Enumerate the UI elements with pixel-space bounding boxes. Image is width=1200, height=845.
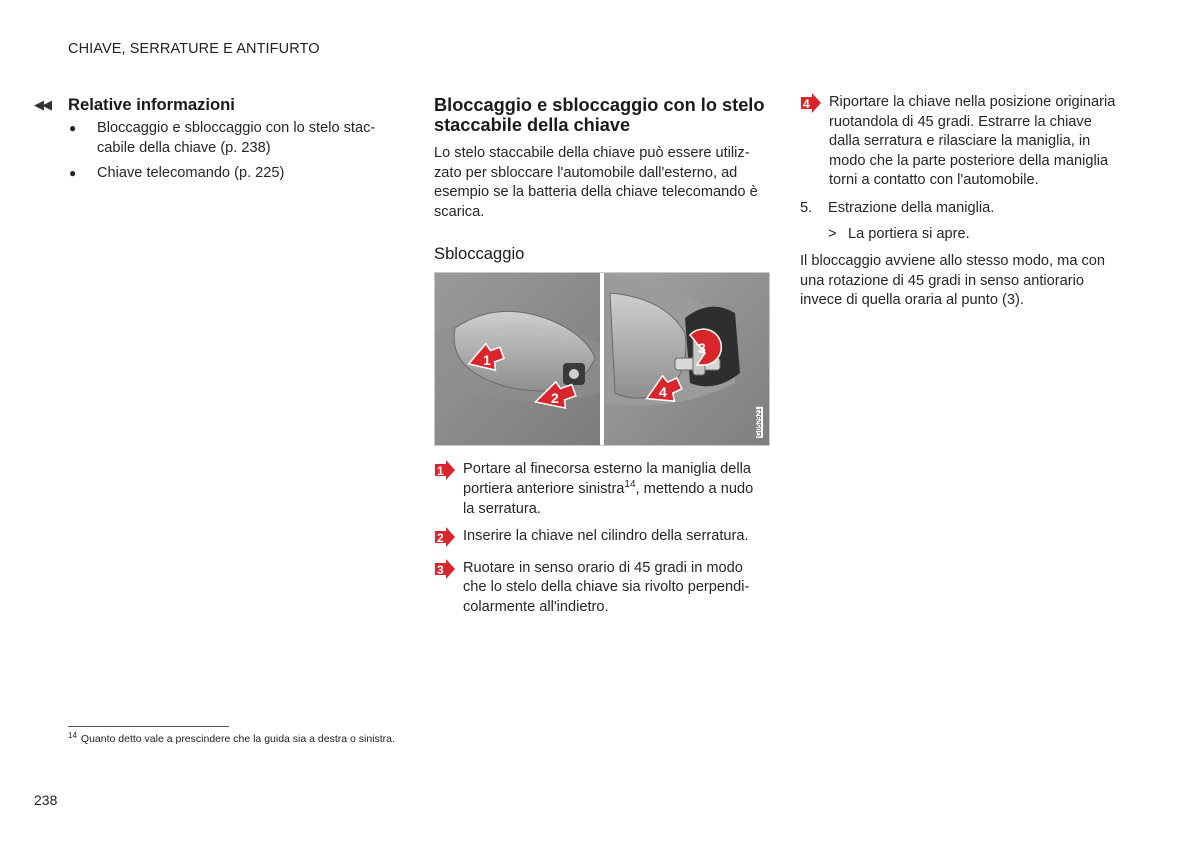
svg-text:2: 2 xyxy=(551,390,559,407)
step-text: Inserire la chiave nel cilindro della serratura. xyxy=(463,528,749,545)
step-text: Portare al finecorsa esterno la maniglia della portiera anteriore sinistra xyxy=(463,461,751,497)
step-number: 5. xyxy=(800,199,813,216)
step-item xyxy=(434,559,768,618)
svg-text:3: 3 xyxy=(437,562,444,577)
page-number: 238 xyxy=(34,792,58,808)
footnote-divider xyxy=(68,726,229,727)
step-text: Estrazione della maniglia. xyxy=(828,199,995,216)
bullet-icon: ● xyxy=(69,166,77,181)
figure-code: G052921 xyxy=(756,407,763,437)
double-chevron-left-icon: ◀◀ xyxy=(34,97,50,112)
step-item xyxy=(800,93,1125,191)
step-text: Riportare la chiave nella posizione originaria ruotandola di 45 gradi. Estrarre la chiave dalla serratura e rilasciare la maniglia, in modo che la parte posteriore della maniglia torni a contatto con l'automobile. xyxy=(829,94,1116,189)
closing-paragraph: Il bloccaggio avviene allo stesso modo, ma con una rotazione di 45 gradi in senso antiorario invece di quella oraria al punto (3). xyxy=(800,253,1106,309)
svg-text:4: 4 xyxy=(803,97,810,111)
result-marker: > xyxy=(828,225,837,242)
bullet-icon: ● xyxy=(69,121,77,135)
page-heading: Bloccaggio e sbloccaggio con lo stelo staccabile della chiave xyxy=(434,95,765,135)
result-text: La portiera si apre. xyxy=(848,225,970,242)
footnote xyxy=(68,730,395,745)
related-link[interactable] xyxy=(34,119,394,158)
section-title: CHIAVE, SERRATURE E ANTIFURTO xyxy=(68,41,320,57)
related-link-text[interactable]: Bloccaggio e sbloccaggio con lo stelo stac-cabile della chiave (p. 238) xyxy=(97,120,376,156)
related-links-list xyxy=(34,119,394,184)
door-handle-illustration xyxy=(434,272,770,446)
step-3-badge-icon xyxy=(434,559,456,586)
related-link[interactable] xyxy=(34,164,394,184)
svg-text:3: 3 xyxy=(698,340,706,357)
step-text: Ruotare in senso orario di 45 gradi in modo che lo stelo della chiave sia rivolto perpendi-colarmente all'indietro. xyxy=(463,559,750,615)
step-result xyxy=(800,225,1125,245)
step-1-badge-icon xyxy=(434,460,456,487)
step-item xyxy=(434,527,768,547)
steps-list xyxy=(434,460,768,617)
svg-text:1: 1 xyxy=(437,464,444,479)
footnote-ref[interactable]: 14 xyxy=(624,479,636,491)
subheading: Sbloccaggio xyxy=(434,244,525,264)
step-item xyxy=(800,199,1125,219)
main-column xyxy=(434,93,768,626)
right-column xyxy=(800,93,1125,311)
svg-text:1: 1 xyxy=(483,352,491,369)
step-text-cont: , mettendo a nudo la serratura. xyxy=(463,480,754,517)
footnote-mark: 14 xyxy=(68,730,77,740)
intro-paragraph: Lo stelo staccabile della chiave può essere utiliz-zato per sbloccare l'automobile dall'esterno, ad esempio se la batteria della chiave telecomando è scarica. xyxy=(434,145,758,220)
related-link-text[interactable]: Chiave telecomando (p. 225) xyxy=(97,165,285,182)
related-info-header xyxy=(34,95,394,115)
related-info xyxy=(34,93,394,190)
step-2-badge-icon xyxy=(434,527,456,554)
step-4-badge-icon xyxy=(800,93,822,120)
related-info-title: Relative informazioni xyxy=(68,95,235,114)
footnote-text: Quanto detto vale a prescindere che la guida sia a destra o sinistra. xyxy=(80,733,395,745)
step-item xyxy=(434,460,768,519)
svg-text:2: 2 xyxy=(437,531,444,546)
illustration-svg xyxy=(435,273,769,445)
svg-text:4: 4 xyxy=(659,384,667,401)
